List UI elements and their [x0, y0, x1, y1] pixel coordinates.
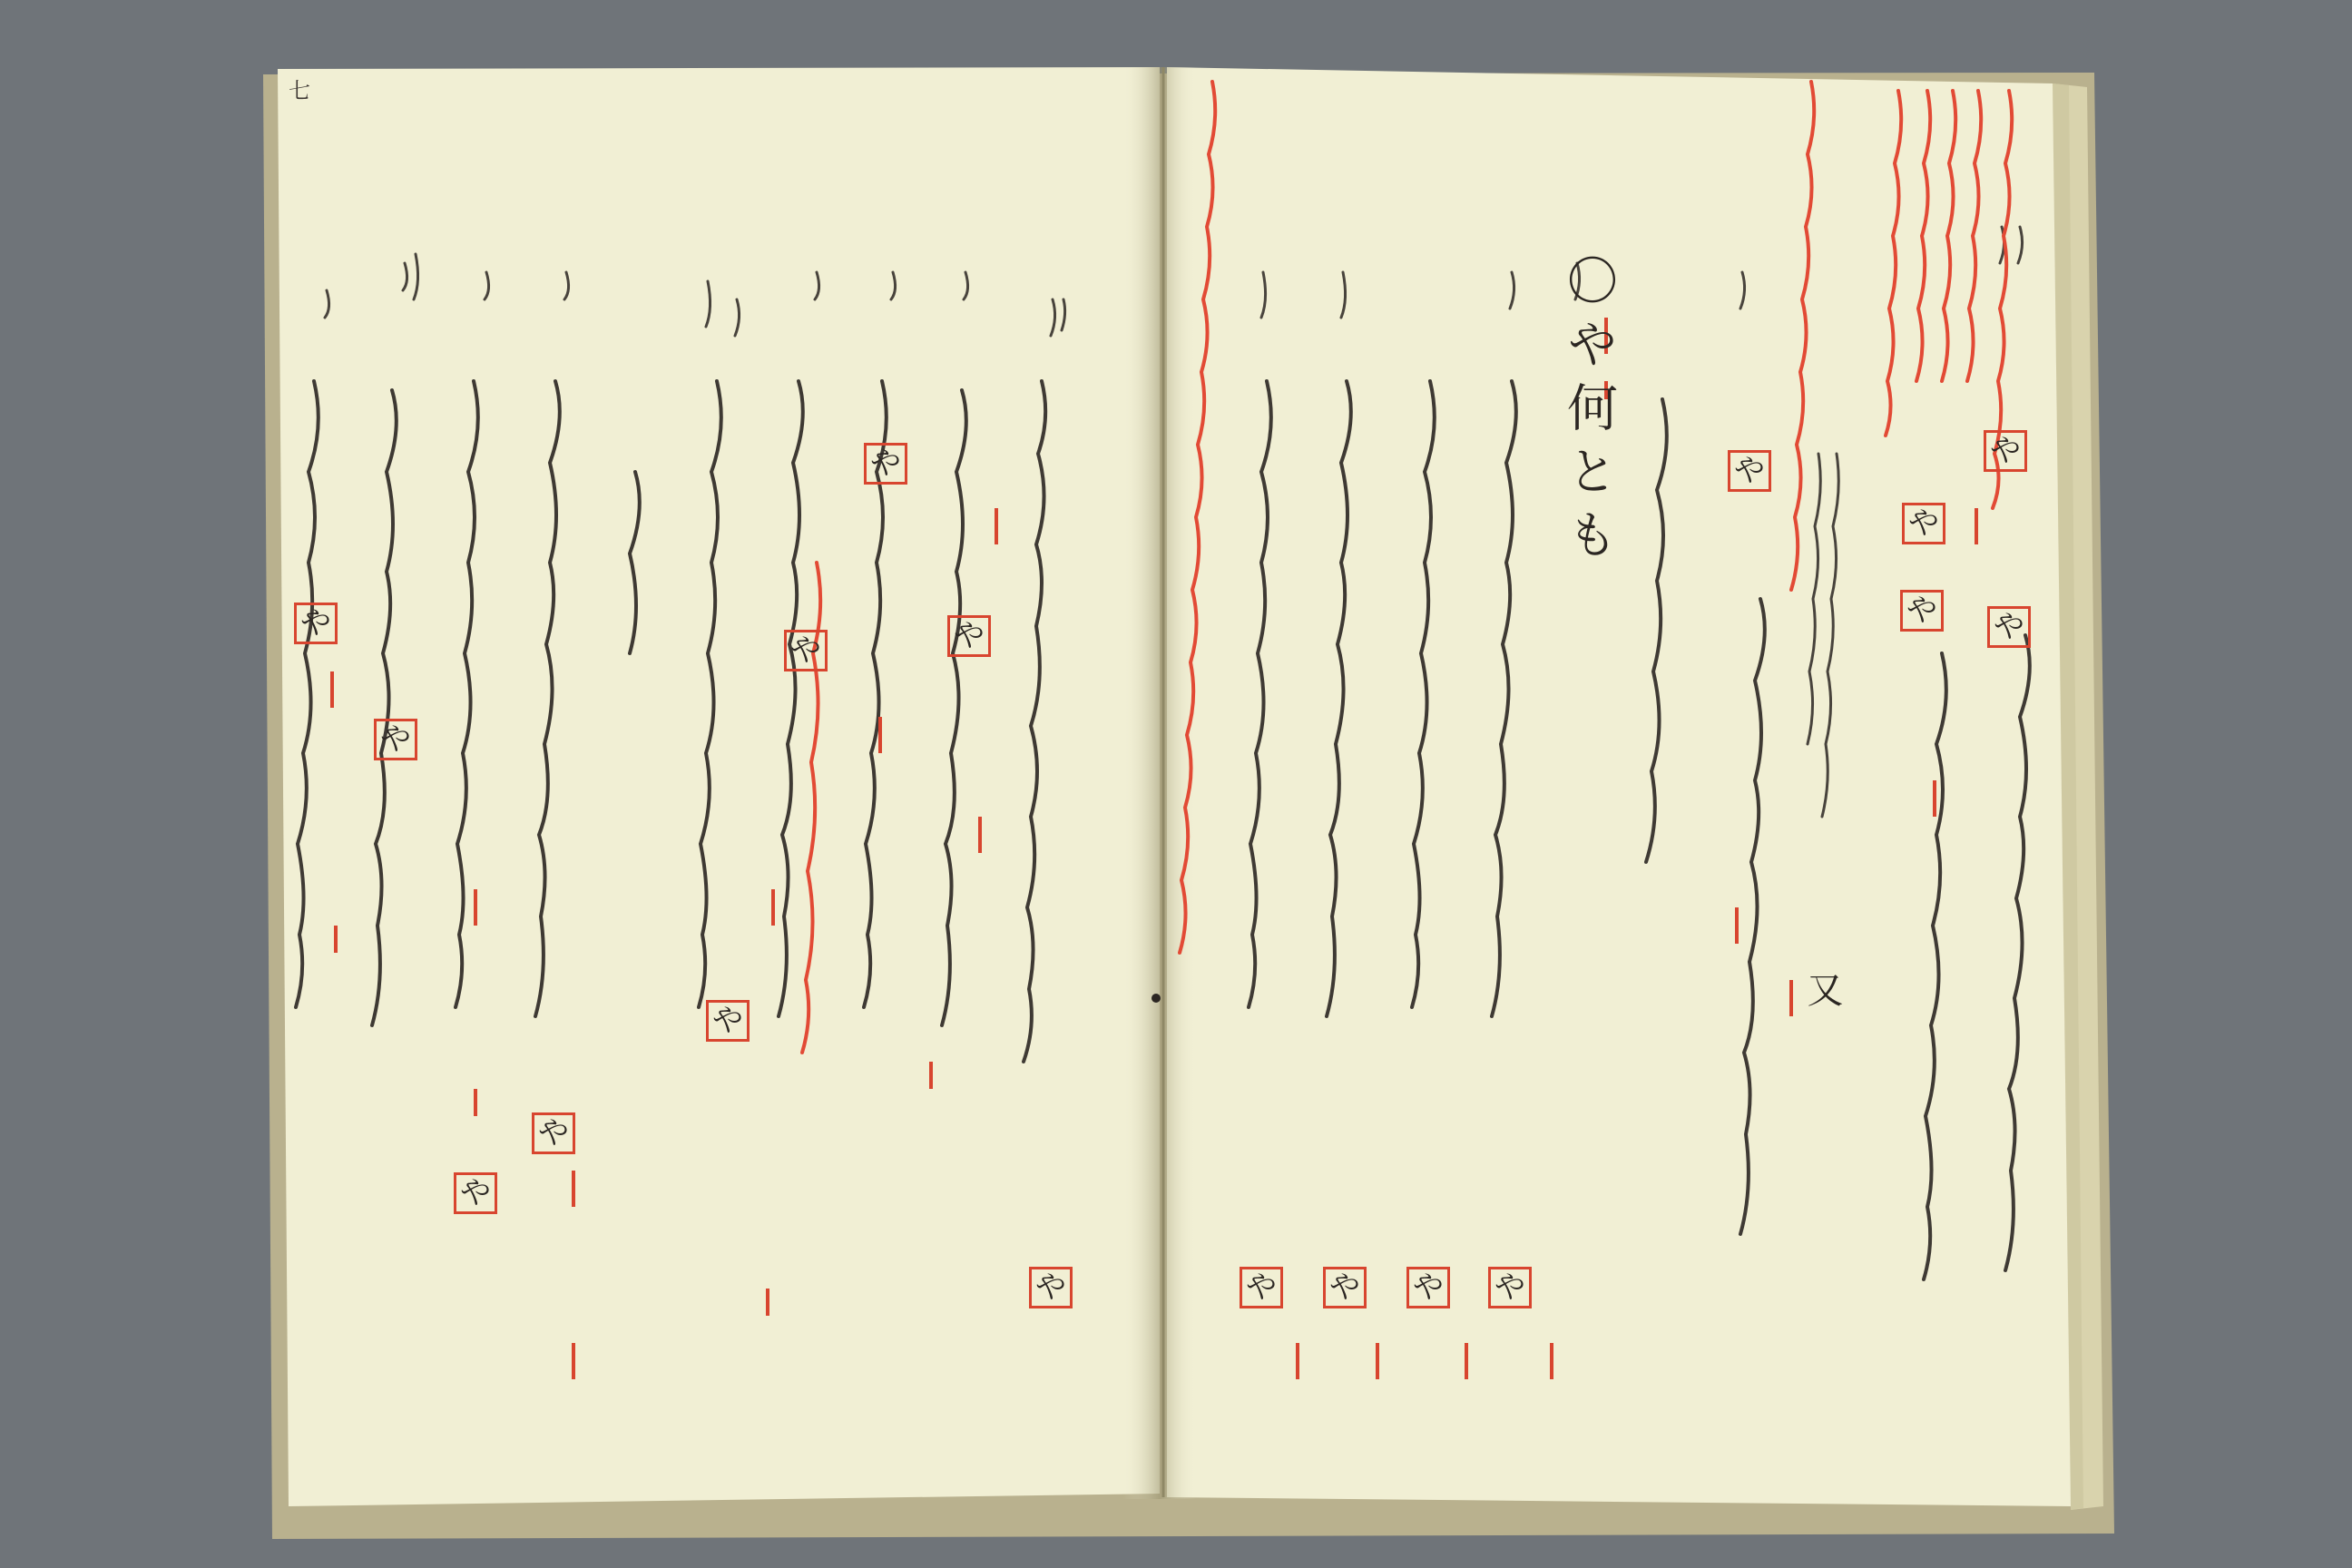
boxed-kana: や	[706, 1000, 750, 1042]
page-number: 七	[289, 78, 310, 103]
boxed-kana: や	[532, 1112, 575, 1154]
boxed-kana: や	[1323, 1267, 1367, 1308]
boxed-kana: や	[864, 443, 907, 485]
boxed-kana: や	[1728, 450, 1771, 492]
gutter	[1123, 67, 1196, 1499]
boxed-kana: や	[1902, 503, 1945, 544]
boxed-kana: や	[454, 1172, 497, 1214]
boxed-kana: や	[294, 603, 338, 644]
boxed-kana: や	[1488, 1267, 1532, 1308]
section-heading: 〇や何とも	[1559, 254, 1618, 572]
boxed-kana: や	[1900, 590, 1944, 632]
boxed-kana: や	[784, 630, 828, 671]
boxed-kana: や	[1984, 430, 2027, 472]
boxed-kana: や	[374, 719, 417, 760]
boxed-kana: や	[947, 615, 991, 657]
boxed-kana: や	[1240, 1267, 1283, 1308]
boxed-kana: や	[1987, 606, 2031, 648]
left-page	[278, 67, 1160, 1506]
note-marker: 又	[1801, 971, 1843, 1007]
boxed-kana: や	[1406, 1267, 1450, 1308]
boxed-kana: や	[1029, 1267, 1073, 1308]
